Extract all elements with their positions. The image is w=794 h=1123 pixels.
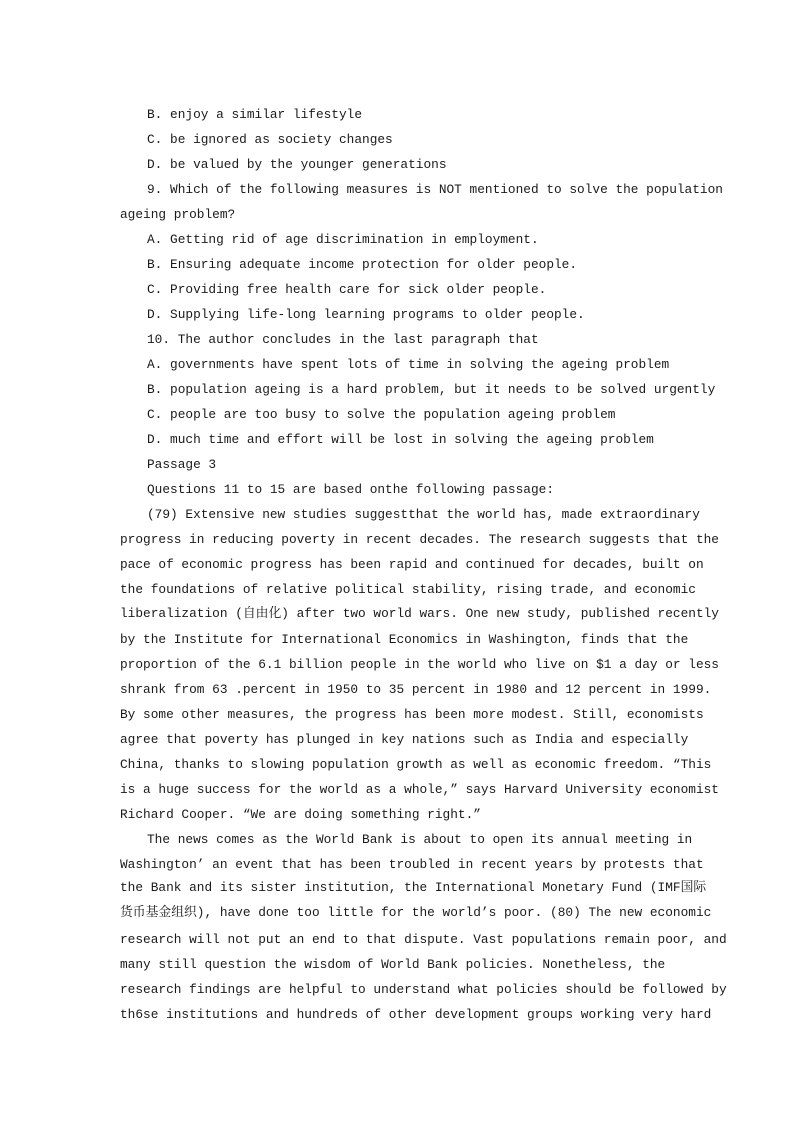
paragraph-1-line: liberalization (自由化) after two world wars. One new study, published recently <box>120 606 719 621</box>
paragraph-1-line: (79) Extensive new studies suggestthat the world has, made extraordinary <box>147 507 700 522</box>
paragraph-1-line: the foundations of relative political stability, rising trade, and economic <box>120 582 696 597</box>
paragraph-1-line: agree that poverty has plunged in key nations such as India and especially <box>120 732 689 747</box>
paragraph-2-line: research findings are helpful to understand what policies should be followed by <box>120 982 727 997</box>
paragraph-2-line: many still question the wisdom of World Bank policies. Nonetheless, the <box>120 957 666 972</box>
passage-title: Passage 3 <box>147 457 217 472</box>
paragraph-1-line: Richard Cooper. “We are doing something right.” <box>120 807 481 822</box>
q10-stem: 10. The author concludes in the last paragraph that <box>147 332 539 347</box>
paragraph-1-line: pace of economic progress has been rapid and continued for decades, built on <box>120 557 704 572</box>
q10-option-a: A. governments have spent lots of time in solving the ageing problem <box>147 357 670 372</box>
q9-stem-line-1: 9. Which of the following measures is NOT mentioned to solve the population <box>147 182 723 197</box>
paragraph-1-line: progress in reducing poverty in recent decades. The research suggests that the <box>120 532 719 547</box>
q9-option-d: D. Supplying life-long learning programs to older people. <box>147 307 585 322</box>
paragraph-2-line: The news comes as the World Bank is about to open its annual meeting in <box>147 832 693 847</box>
paragraph-1-line: shrank from 63 .percent in 1950 to 35 percent in 1980 and 12 percent in 1999. <box>120 682 712 697</box>
q9-option-a: A. Getting rid of age discrimination in employment. <box>147 232 539 247</box>
paragraph-2-line: th6se institutions and hundreds of other development groups working very hard <box>120 1007 712 1022</box>
paragraph-2-line: Washington’ an event that has been troubled in recent years by protests that <box>120 857 704 872</box>
q8-option-b: B. enjoy a similar lifestyle <box>147 107 363 122</box>
passage-intro: Questions 11 to 15 are based onthe following passage: <box>147 482 555 497</box>
paragraph-2-line: the Bank and its sister institution, the International Monetary Fund (IMF国际 <box>120 880 707 895</box>
q8-option-c: C. be ignored as society changes <box>147 132 393 147</box>
q10-option-d: D. much time and effort will be lost in solving the ageing problem <box>147 432 654 447</box>
paragraph-1-line: By some other measures, the progress has been more modest. Still, economists <box>120 707 704 722</box>
q10-option-c: C. people are too busy to solve the population ageing problem <box>147 407 616 422</box>
q8-option-d: D. be valued by the younger generations <box>147 157 447 172</box>
q9-option-c: C. Providing free health care for sick older people. <box>147 282 547 297</box>
q10-option-b: B. population ageing is a hard problem, but it needs to be solved urgently <box>147 382 716 397</box>
paragraph-1-line: is a huge success for the world as a whole,” says Harvard University economist <box>120 782 719 797</box>
q9-stem-line-2: ageing problem? <box>120 207 236 222</box>
paragraph-1-line: proportion of the 6.1 billion people in the world who live on $1 a day or less <box>120 657 719 672</box>
paragraph-2-line: research will not put an end to that dispute. Vast populations remain poor, and <box>120 932 727 947</box>
paragraph-1-line: by the Institute for International Economics in Washington, finds that the <box>120 632 689 647</box>
paragraph-1-line: China, thanks to slowing population growth as well as economic freedom. “This <box>120 757 712 772</box>
q9-option-b: B. Ensuring adequate income protection for older people. <box>147 257 578 272</box>
paragraph-2-line: 货币基金组织), have done too little for the world’s poor. (80) The new economic <box>120 905 712 920</box>
